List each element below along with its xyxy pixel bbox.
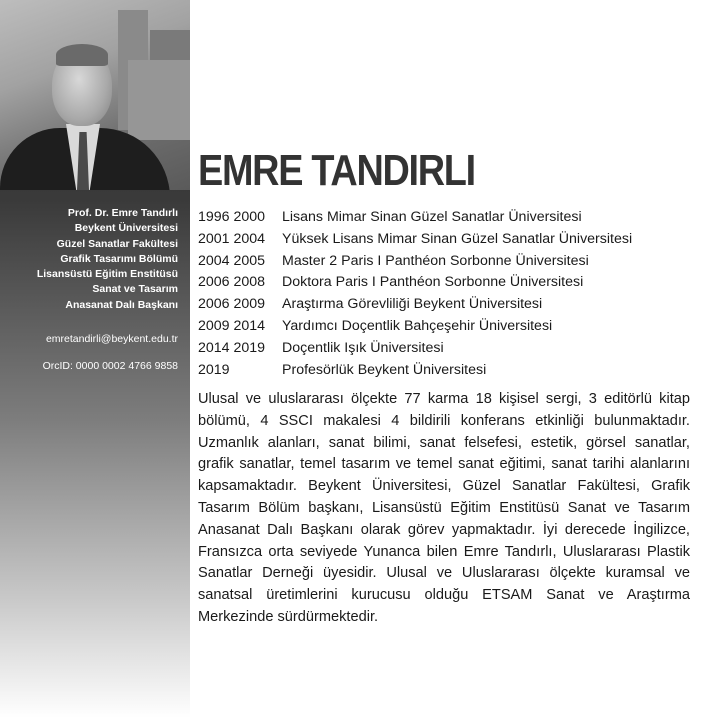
info-line: Lisansüstü Eğitim Enstitüsü [36,268,178,281]
timeline-text: Araştırma Görevliliği Beykent Üniversitesi [282,296,543,313]
timeline-years: 2004 2005 [198,252,266,269]
timeline-row [198,316,632,338]
sidebar-panel [0,0,190,718]
timeline-text: Doktora Paris I Panthéon Sorbonne Üniversitesi [282,274,584,291]
timeline-text: Master 2 Paris I Panthéon Sorbonne Üniversitesi [282,252,589,269]
timeline-row [198,229,632,251]
timeline-years: 2006 2009 [198,296,266,313]
timeline-years: 2019 [198,361,230,378]
timeline-years: 2014 2019 [198,339,266,356]
profile-photo [0,0,190,190]
education-career-timeline [198,207,632,381]
timeline-row [198,207,632,229]
timeline-text: Yardımcı Doçentlik Bahçeşehir Üniversitesi [282,317,553,334]
profile-info [0,206,178,313]
timeline-row [198,251,632,273]
timeline-row [198,272,632,294]
info-line: Anasanat Dalı Başkanı [65,298,178,311]
info-line: Grafik Tasarımı Bölümü [60,252,178,265]
orcid-id: OrcID: 0000 0002 4766 9858 [42,360,178,372]
timeline-years: 1996 2000 [198,209,266,225]
timeline-row [198,338,632,360]
timeline-text: Yüksek Lisans Mimar Sinan Güzel Sanatlar Üniversitesi [282,230,633,247]
timeline-years: 2001 2004 [198,230,266,247]
biography-text: Ulusal ve uluslararası ölçekte 77 karma 18 kişisel sergi, 3 editörlü kitap bölümü, 4 SSCI makalesi 4 bildirili konferans etkinliği bulunmaktadır. Uzmanlık alanları, sanat bilimi, sanat felsefesi, estetik, görsel sanatlar, grafik sanatlar, temel tasarım ve temel sanat eğitimi, sanat tarihi alanlarını kapsamaktadır. Beykent Üniversitesi, Güzel Sanatlar Fakültesi, Grafik Tasarım Bölüm başkanı, Lisansüstü Eğitim Enstitüsü Sanat ve Tasarım Anasanat Dalı Başkanı olarak görev yapmaktadır. İyi derecede İngilizce, Fransızca orta seviyede Yunanca bilen Emre Tandırlı, Uluslararası Plastik Sanatlar Derneği üyesidir. Ulusal ve Uluslararası ölçekte kuramsal ve sanatsal üretimlerini kurucusu olduğu ETSAM Sanat ve Araştırma Merkezinde sürdürmektedir. [198,391,690,625]
email-link[interactable]: emretandirli@beykent.edu.tr [45,333,178,345]
timeline-text: Profesörlük Beykent Üniversitesi [282,361,487,378]
info-line: Beykent Üniversitesi [74,222,178,235]
timeline-text: Lisans Mimar Sinan Güzel Sanatlar Üniversitesi [282,209,582,225]
timeline-years: 2006 2008 [198,274,266,291]
biography [198,389,690,629]
info-line: Prof. Dr. Emre Tandırlı [67,207,178,219]
info-line: Sanat ve Tasarım [92,283,178,296]
timeline-row [198,360,632,382]
timeline-row [198,294,632,316]
person-name: EMRE TANDIRLI [198,146,475,195]
info-line: Güzel Sanatlar Fakültesi [56,237,178,250]
timeline-text: Doçentlik Işık Üniversitesi [282,339,444,356]
timeline-years: 2009 2014 [198,317,266,334]
